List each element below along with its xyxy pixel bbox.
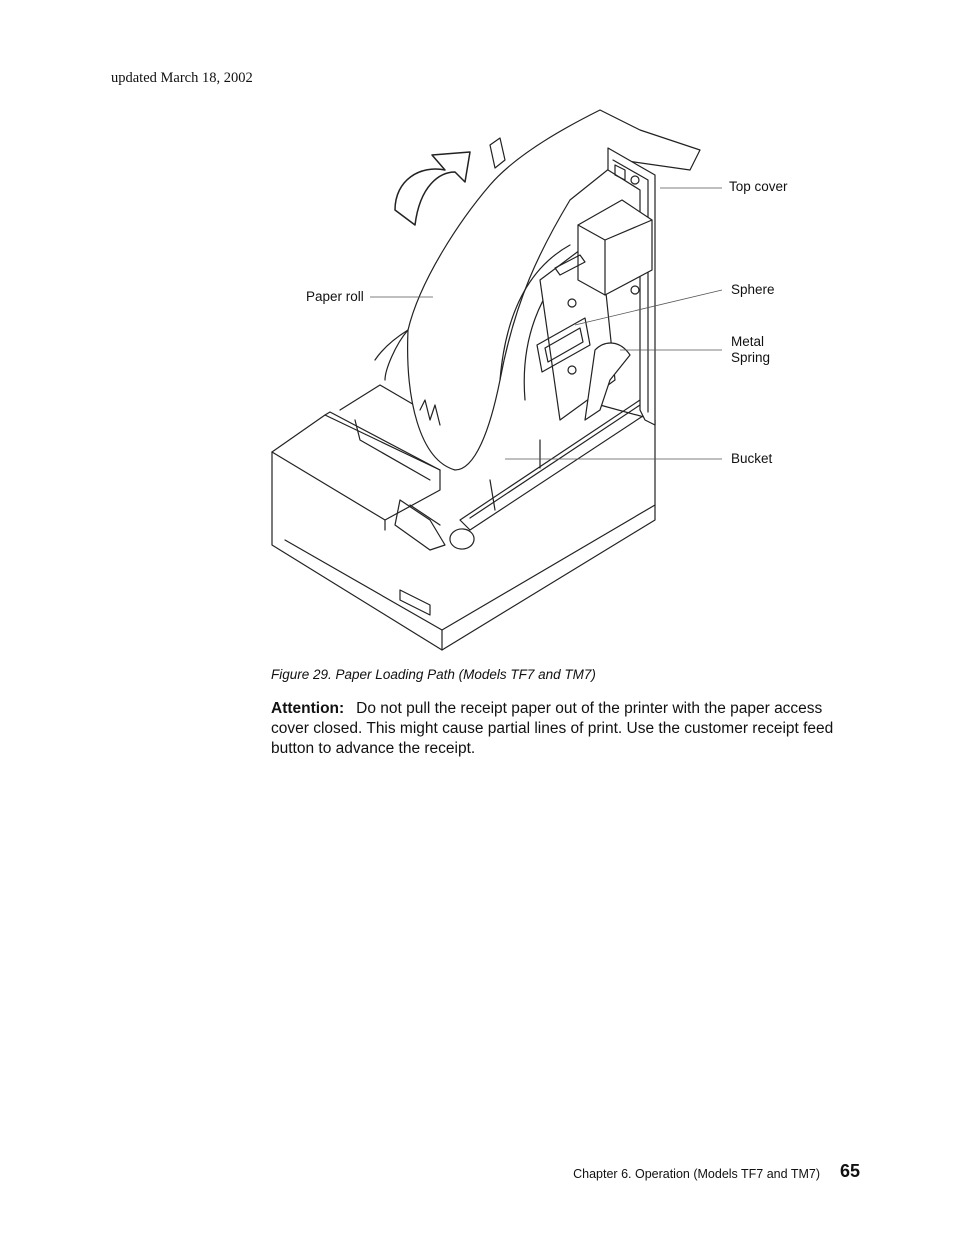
attention-text: Do not pull the receipt paper out of the printer with the paper access cover closed. This might cause partial lines of print. Use the customer receipt feed button to advance the receipt. (271, 700, 834, 757)
attention-paragraph (271, 699, 861, 759)
callout-metal: Metal (731, 334, 765, 349)
page-number: 65 (840, 1161, 861, 1181)
figure-caption: Figure 29. Paper Loading Path (Models TF7 and TM7) (271, 667, 596, 682)
open-arrow (395, 152, 470, 225)
callout-spring: Spring (731, 350, 771, 365)
callout-paper-roll: Paper roll (306, 289, 364, 304)
callout-top-cover: Top cover (729, 179, 788, 194)
footer-chapter: Chapter 6. Operation (Models TF7 and TM7) (573, 1167, 820, 1181)
callout-sphere: Sphere (731, 282, 775, 297)
callout-bucket: Bucket (731, 451, 773, 466)
attention-label: Attention: (271, 700, 345, 717)
updated-date: updated March 18, 2002 (111, 70, 253, 86)
